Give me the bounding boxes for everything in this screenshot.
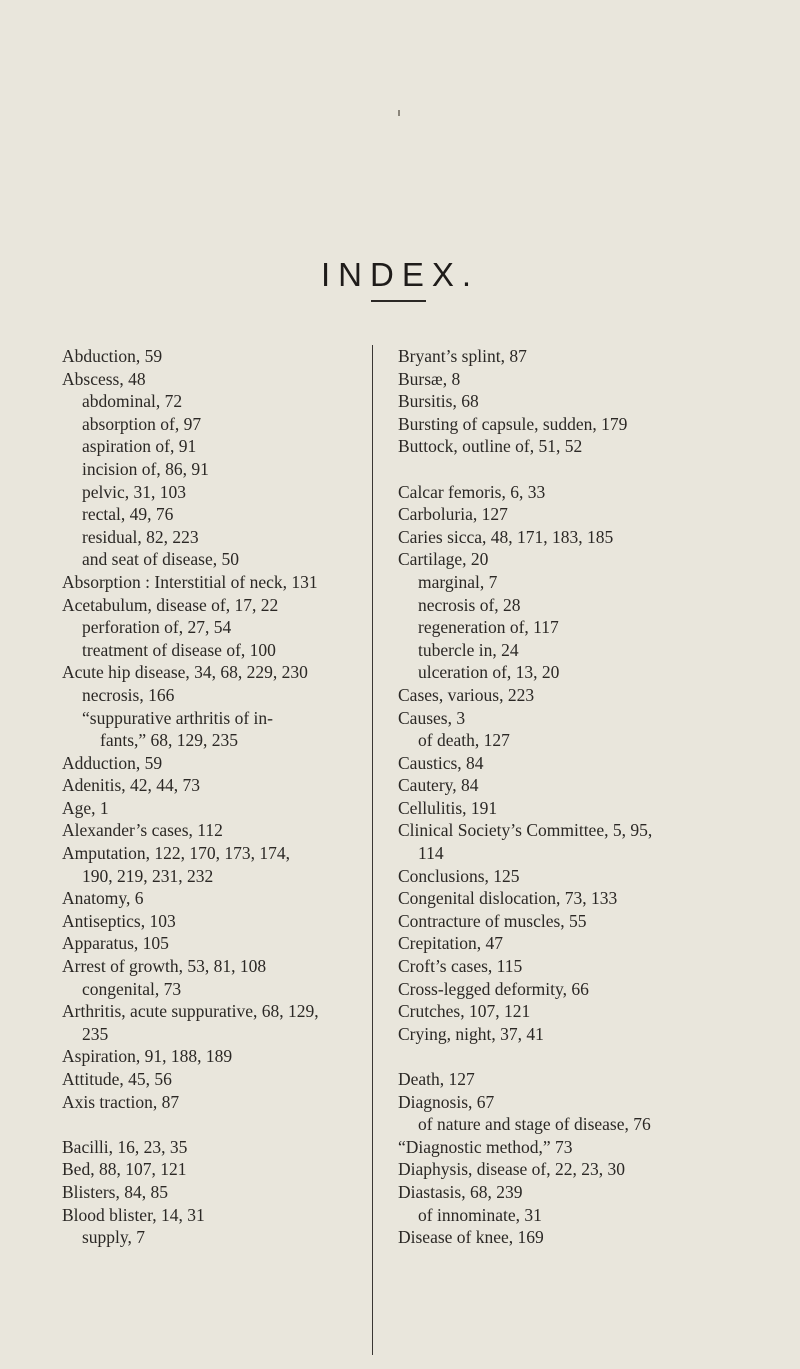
index-entry: Diagnosis, 67 bbox=[398, 1091, 495, 1112]
index-entry: Carboluria, 127 bbox=[398, 504, 508, 525]
index-entry: Blisters, 84, 85 bbox=[62, 1181, 168, 1202]
index-subentry: pelvic, 31, 103 bbox=[82, 481, 187, 502]
index-subentry: 190, 219, 231, 232 bbox=[82, 865, 214, 886]
index-entry: Clinical Society’s Committee, 5, 95, bbox=[398, 820, 653, 841]
index-entry: Caustics, 84 bbox=[398, 752, 484, 773]
index-entry: Bursitis, 68 bbox=[398, 391, 479, 412]
index-entry: Apparatus, 105 bbox=[62, 933, 169, 954]
index-entry: Acetabulum, disease of, 17, 22 bbox=[62, 594, 279, 615]
index-column-right bbox=[398, 345, 718, 1249]
index-entry: Bed, 88, 107, 121 bbox=[62, 1159, 187, 1180]
index-subentry: residual, 82, 223 bbox=[82, 526, 199, 547]
index-entry: Calcar femoris, 6, 33 bbox=[398, 481, 546, 502]
index-subentry: of death, 127 bbox=[418, 730, 510, 751]
index-entry: Anatomy, 6 bbox=[62, 888, 144, 909]
index-entry: Crepitation, 47 bbox=[398, 933, 503, 954]
index-subentry: regeneration of, 117 bbox=[418, 617, 559, 638]
index-entry: Attitude, 45, 56 bbox=[62, 1069, 172, 1089]
index-subentry: supply, 7 bbox=[82, 1227, 146, 1248]
index-entry: Diaphysis, disease of, 22, 23, 30 bbox=[398, 1159, 625, 1180]
stray-ink-mark bbox=[398, 110, 400, 116]
index-entry: Croft’s cases, 115 bbox=[398, 956, 523, 977]
title-rule bbox=[371, 300, 426, 302]
index-subentry: of innominate, 31 bbox=[418, 1204, 542, 1225]
index-subentry: tubercle in, 24 bbox=[418, 639, 519, 660]
index-entry: Cases, various, 223 bbox=[398, 684, 535, 705]
index-subentry: necrosis, 166 bbox=[82, 684, 175, 705]
index-subentry: ulceration of, 13, 20 bbox=[418, 662, 560, 683]
index-entry: Blood blister, 14, 31 bbox=[62, 1204, 205, 1225]
index-entry: Diastasis, 68, 239 bbox=[398, 1181, 523, 1202]
index-subentry: absorption of, 97 bbox=[82, 413, 202, 434]
index-entry: Crying, night, 37, 41 bbox=[398, 1023, 544, 1044]
index-entry: Crutches, 107, 121 bbox=[398, 1001, 531, 1022]
index-entry: Buttock, outline of, 51, 52 bbox=[398, 436, 583, 457]
section-gap bbox=[398, 458, 718, 481]
index-entry: Conclusions, 125 bbox=[398, 865, 520, 886]
index-entry: Age, 1 bbox=[62, 797, 109, 818]
index-entry: Antiseptics, 103 bbox=[62, 910, 176, 931]
index-subentry: marginal, 7 bbox=[418, 571, 498, 592]
index-subentry: 114 bbox=[418, 843, 444, 864]
index-subentry: treatment of disease of, 100 bbox=[82, 639, 276, 660]
index-subentry: perforation of, 27, 54 bbox=[82, 617, 232, 638]
index-entry: Cross-legged deformity, 66 bbox=[398, 978, 589, 999]
index-subentry: “suppurative arthritis of in- bbox=[82, 707, 273, 728]
index-entry: Arthritis, acute suppurative, 68, 129, bbox=[62, 1001, 319, 1022]
index-subentry: abdominal, 72 bbox=[82, 391, 183, 412]
index-subentry: congenital, 73 bbox=[82, 978, 182, 999]
index-entry: Absorption : Interstitial of neck, 131 bbox=[62, 571, 318, 592]
index-entry: Cellulitis, 191 bbox=[398, 797, 498, 818]
index-entry: Congenital dislocation, 73, 133 bbox=[398, 888, 618, 909]
index-entry: Causes, 3 bbox=[398, 707, 466, 728]
index-entry: Cautery, 84 bbox=[398, 775, 479, 796]
index-subentry: necrosis of, 28 bbox=[418, 594, 521, 615]
index-subentry: incision of, 86, 91 bbox=[82, 458, 209, 479]
index-subentry: aspiration of, 91 bbox=[82, 436, 197, 457]
index-entry: Disease of knee, 169 bbox=[398, 1227, 544, 1248]
index-entry: Arrest of growth, 53, 81, 108 bbox=[62, 956, 267, 977]
column-divider bbox=[372, 345, 373, 1355]
index-entry: Caries sicca, 48, 171, 183, 185 bbox=[398, 526, 614, 547]
index-entry: Acute hip disease, 34, 68, 229, 230 bbox=[62, 662, 308, 683]
index-subentry: and seat of disease, 50 bbox=[82, 549, 239, 570]
index-entry: Abduction, 59 bbox=[62, 346, 163, 366]
index-entry: Axis traction, 87 bbox=[62, 1091, 180, 1112]
index-entry: Alexander’s cases, 112 bbox=[62, 820, 223, 841]
index-subentry: rectal, 49, 76 bbox=[82, 504, 174, 525]
index-entry: Amputation, 122, 170, 173, 174, bbox=[62, 843, 290, 864]
index-subentry: of nature and stage of disease, 76 bbox=[418, 1114, 651, 1135]
index-entry: Bursting of capsule, sudden, 179 bbox=[398, 413, 628, 434]
index-subentry: 235 bbox=[82, 1023, 109, 1044]
index-entry: Adenitis, 42, 44, 73 bbox=[62, 775, 201, 796]
index-entry: Bryant’s splint, 87 bbox=[398, 346, 527, 366]
index-entry: Bursæ, 8 bbox=[398, 368, 461, 389]
index-entry: Cartilage, 20 bbox=[398, 549, 489, 570]
page-title: INDEX. bbox=[320, 256, 480, 293]
index-entry: “Diagnostic method,” 73 bbox=[398, 1136, 573, 1157]
index-entry: Adduction, 59 bbox=[62, 752, 163, 773]
index-subentry: fants,” 68, 129, 235 bbox=[100, 730, 239, 751]
section-gap bbox=[62, 1113, 362, 1136]
index-entry: Aspiration, 91, 188, 189 bbox=[62, 1046, 233, 1067]
index-entry: Contracture of muscles, 55 bbox=[398, 910, 587, 931]
index-column-left bbox=[62, 345, 362, 1249]
index-entry: Bacilli, 16, 23, 35 bbox=[62, 1136, 188, 1157]
index-entry: Abscess, 48 bbox=[62, 368, 146, 389]
section-gap bbox=[398, 1045, 718, 1068]
index-entry: Death, 127 bbox=[398, 1069, 475, 1089]
